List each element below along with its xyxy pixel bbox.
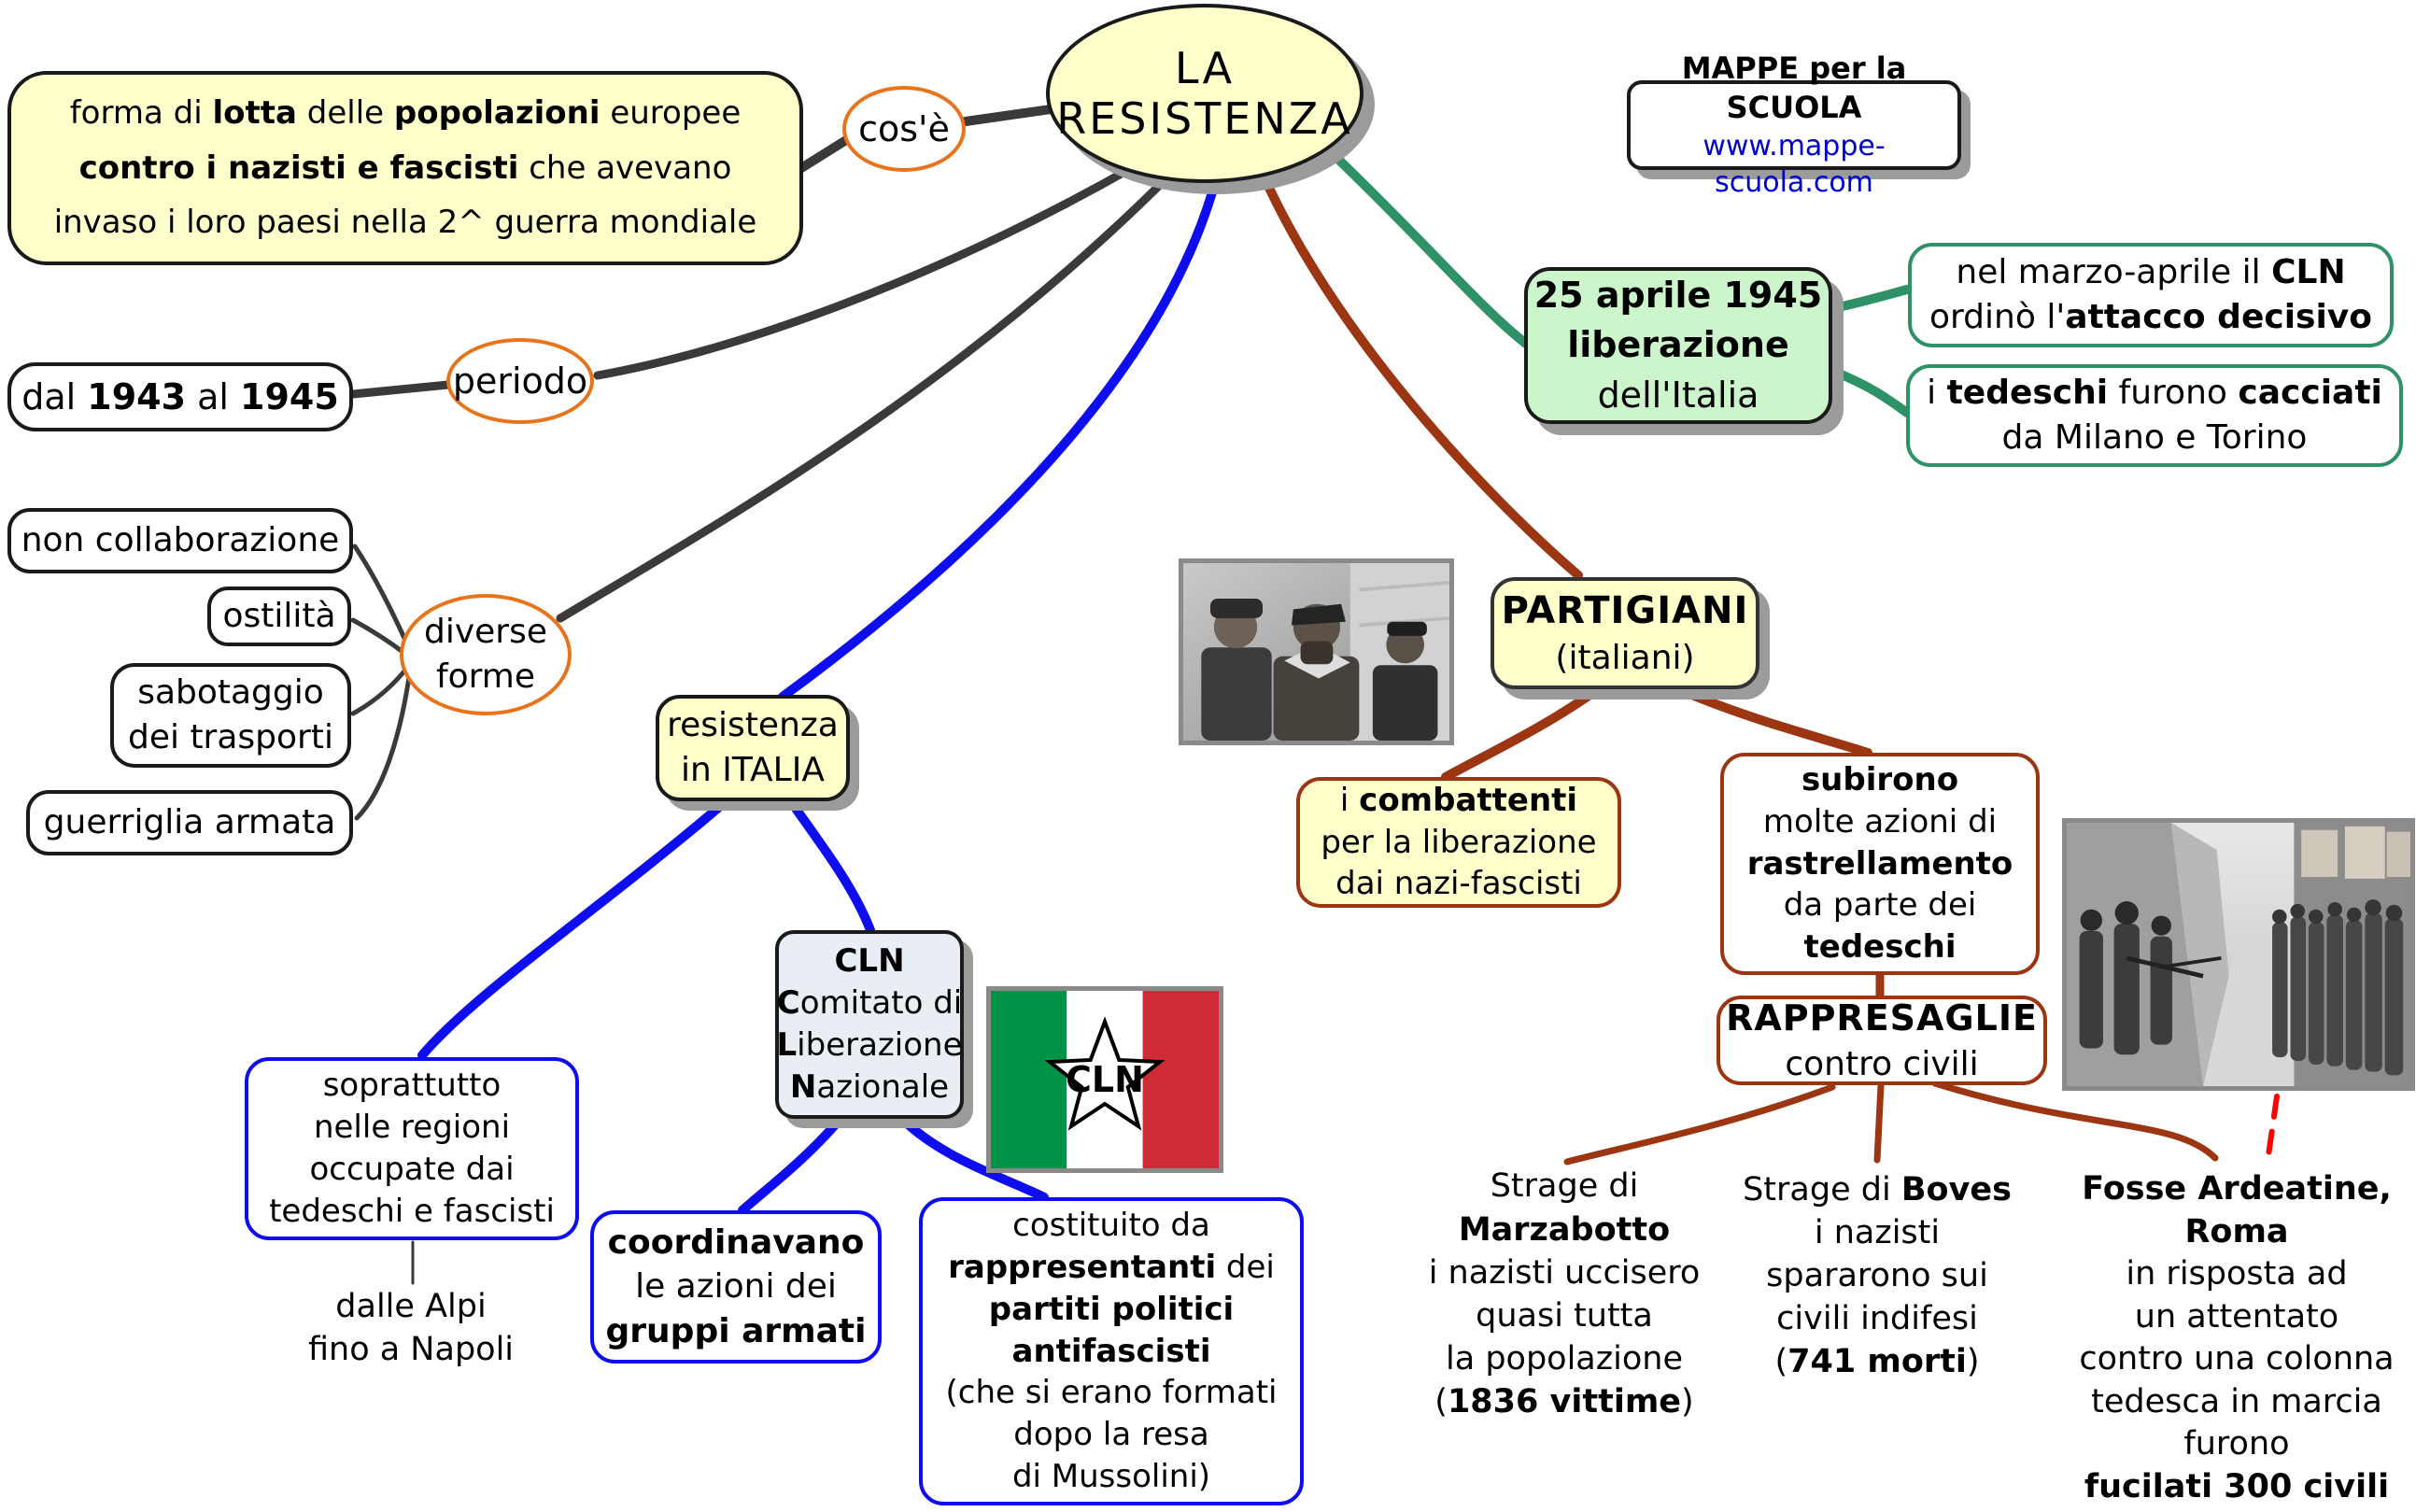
forma-non-collaborazione-node [7,508,353,573]
marzabotto-text: Strage di Marzabotto i nazisti uccisero quasi tutta la popolazione (1836 vittime) [1428,1167,1701,1421]
liberazione-node [1524,267,1832,424]
forme-guerriglia-line [357,677,409,818]
partigiani-subtitle: (italiani) [1555,638,1695,677]
fosse-ardeatine-photo [2062,818,2415,1091]
partisans-photo-image [1183,563,1449,741]
coordinavano-node [590,1210,882,1364]
rappresaglie-boves-line [1877,1085,1881,1160]
partigiani-title: PARTIGIANI [1501,588,1749,632]
partigiani-node [1491,577,1759,689]
partisans-photo [1179,558,1454,745]
soprattutto-node [245,1057,579,1240]
rappresaglie-marzabotto-line [1567,1087,1832,1162]
fosse-text: Fosse Ardeatine, Roma in risposta ad un attentato contro una colonna tedesca in marcia furono fucilati 300 civili [2079,1170,2395,1505]
boves-text: Strage di Boves i nazisti spararono sui civili indifesi (741 morti) [1743,1170,2012,1381]
forme-label: diverse forme [423,613,547,696]
forma-text: non collaborazione [21,521,340,560]
branch-periodo-left-line [353,385,448,394]
definition-text: forma di lotta delle popolazioni europee contro i nazisti e fascisti che avevano invaso i loro paesi nella 2^ guerra mondiale [53,94,757,242]
periodo-label: periodo [452,360,588,402]
branding-title: MAPPE per la SCUOLA [1681,50,1907,126]
cln-coordinavano-line [742,1121,839,1210]
italian-flag-cln-icon [991,991,1219,1168]
connector-label-diverse-forme [400,594,572,715]
forma-text: sabotaggio dei trasporti [128,673,333,756]
forma-guerriglia-node [26,790,353,855]
partigiani-combattenti-line [1446,691,1595,777]
root-title: LA RESISTENZA [1056,42,1353,144]
periodo-value-node [7,362,353,431]
attacco-text: nel marzo-aprile il CLN ordinò l'attacco decisivo [1929,253,2372,336]
resistenza-italia-node [656,695,850,801]
connector-label-periodo [446,338,594,424]
branch-cosa-left-line [801,140,846,168]
tedeschi-cacciati-node [1906,364,2403,467]
attacco-decisivo-node [1908,243,2394,347]
strage-marzabotto-note [1406,1164,1723,1425]
subirono-text: subirono molte azioni di rastrellamento da parte dei tedeschi [1746,760,2013,967]
liberazione-attacco-line [1834,290,1907,308]
branding-url-link[interactable]: www.mappe-scuola.com [1703,129,1886,200]
periodo-value-text: dal 1943 al 1945 [21,375,339,417]
coordinavano-text: coordinavano le azioni dei gruppi armati [605,1222,867,1350]
dalle-alpi-text: dalle Alpi fino a Napoli [307,1287,515,1368]
fosse-ardeatine-photo-image [2067,823,2410,1086]
combattenti-node [1296,777,1621,908]
combattenti-text: i combattenti per la liberazione dai nazi-fascisti [1321,781,1597,903]
costituito-text: costituito da rappresentanti dei partiti politici antifascisti (che si erano formati dopo la resa di Mussolini) [945,1206,1278,1496]
rappresaglie-text: RAPPRESAGLIE contro civili [1726,996,2038,1083]
cln-node [775,930,964,1119]
connector-label-cosa [842,86,966,172]
forma-text: guerriglia armata [43,803,336,842]
definition-node [7,71,803,265]
root-node-la-resistenza [1046,4,1363,183]
partigiani-subirono-line [1683,691,1868,753]
cln-flag-image [986,986,1223,1173]
dalle-alpi-note [252,1281,570,1375]
forme-noncollab-line [355,546,407,644]
fosse-ardeatine-note [2059,1166,2414,1511]
cln-text: CLN Comitato di Liberazione Nazionale [776,942,963,1106]
forma-text: ostilità [222,597,336,636]
branch-liberazione-line [1326,148,1526,344]
forma-ostilita-node [207,586,351,646]
resistenza-cln-line [792,803,870,930]
resistenza-soprattutto-line [422,803,724,1055]
costituito-node [919,1197,1304,1505]
forma-sabotaggio-node [110,663,351,768]
liberazione-text: 25 aprile 1945 liberazione dell'Italia [1533,275,1823,416]
rappresaglie-fosse-line [1935,1083,2215,1158]
liberazione-cacciati-line [1834,372,1907,413]
subirono-node [1720,753,2040,975]
cacciati-text: i tedeschi furono cacciati da Milano e Torino [1927,374,2382,457]
rappresaglie-node [1717,996,2047,1085]
soprattutto-text: soprattutto nelle regioni occupate dai tedeschi e fascisti [269,1067,555,1230]
cosa-label: cos'è [858,107,950,149]
forme-sabotaggio-line [353,668,407,714]
fosse-photo-pointer-line [2268,1096,2277,1162]
flag-cln-label: CLN [1066,1059,1144,1100]
resistenza-italia-text: resistenza in ITALIA [667,706,839,789]
branding-box [1627,50,1961,200]
strage-boves-note [1723,1164,2031,1388]
